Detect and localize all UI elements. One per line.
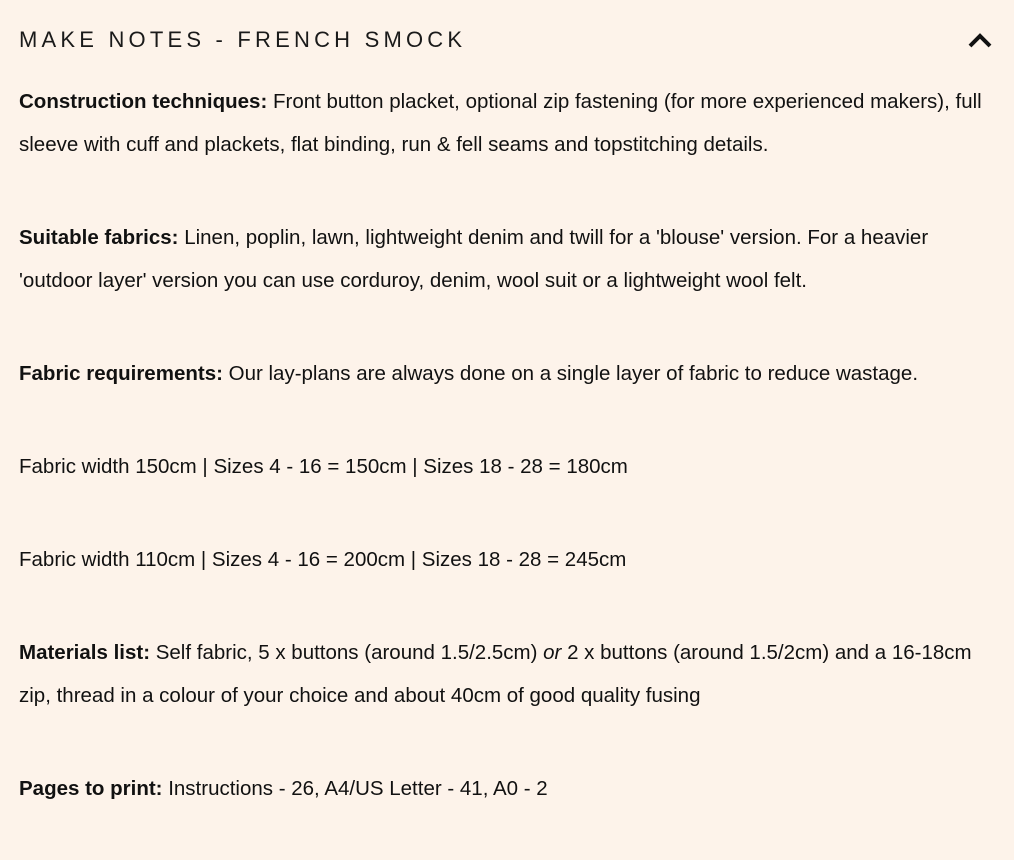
note-text: Front button placket, optional zip fastening (for more experienced makers), full sleeve with cuff and plackets, flat binding, run & fell seams and topstitching details.: [19, 90, 982, 156]
note-label: Materials list:: [19, 641, 151, 664]
make-notes-content: [19, 80, 1004, 860]
pages-to-print: [19, 767, 1004, 810]
note-label: Construction techniques:: [19, 90, 268, 113]
note-text: Instructions - 26, A4/US Letter - 41, A0 - 2: [162, 777, 548, 800]
note-label: Suitable fabrics:: [19, 226, 179, 249]
accordion-header[interactable]: [19, 24, 994, 56]
section-title: MAKE NOTES - FRENCH SMOCK: [19, 27, 467, 52]
fabric-requirements: [19, 352, 1004, 395]
chevron-up-icon[interactable]: [966, 30, 994, 50]
note-text: Linen, poplin, lawn, lightweight denim and twill for a 'blouse' version. For a heavier 'outdoor layer' version you can use corduroy, denim, wool suit or a lightweight wool felt.: [19, 226, 929, 292]
note-text: Self fabric, 5 x buttons (around 1.5/2.5cm): [150, 641, 544, 664]
suitable-fabrics: [19, 216, 1004, 302]
fabric-width-150: Fabric width 150cm | Sizes 4 - 16 = 150cm | Sizes 18 - 28 = 180cm: [19, 455, 628, 478]
note-italic: or: [543, 641, 562, 664]
note-text: Our lay-plans are always done on a single layer of fabric to reduce wastage.: [222, 362, 919, 385]
note-label: Fabric requirements:: [19, 362, 223, 385]
note-text: 2 x buttons (around 1.5/2cm) and a 16-18cm zip, thread in a colour of your choice and about 40cm of good quality fusing: [19, 641, 972, 707]
construction-techniques: [19, 80, 1004, 166]
materials-list: [19, 631, 1004, 717]
note-label: Pages to print:: [19, 777, 163, 800]
fabric-width-110: Fabric width 110cm | Sizes 4 - 16 = 200cm | Sizes 18 - 28 = 245cm: [19, 548, 627, 571]
